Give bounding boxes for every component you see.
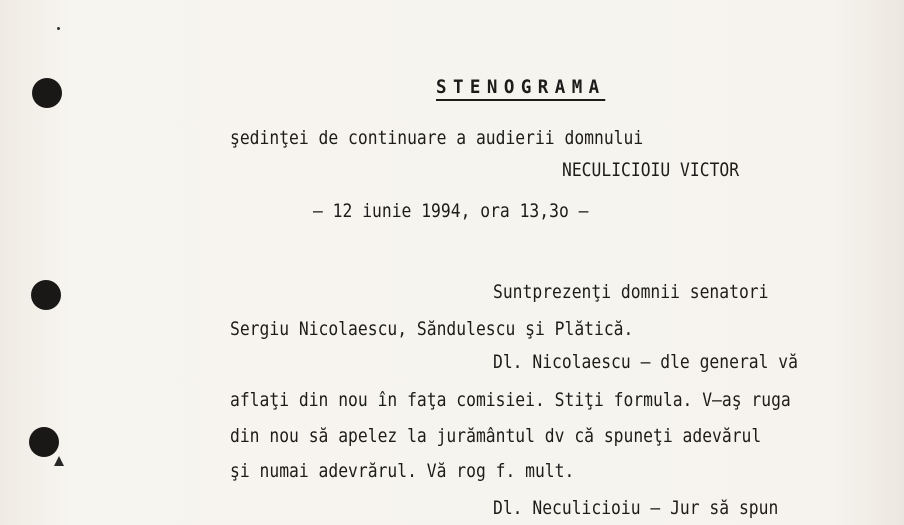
subtitle-line-1: şedinţei de continuare a audierii domnului	[230, 127, 644, 149]
paper-speck	[57, 27, 60, 30]
body-line-6: şi numai adevrărul. Vă rog f. mult.	[230, 460, 575, 482]
subtitle-line-2: NECULICIOIU VICTOR	[562, 159, 740, 181]
document-title: STENOGRAMA	[436, 76, 606, 101]
body-line-1: Suntprezenţi domnii senatori	[493, 281, 769, 303]
punch-hole-bottom	[29, 427, 59, 457]
punch-hole-middle	[31, 280, 61, 310]
punch-hole-top	[32, 78, 62, 108]
body-line-4: aflaţi din nou în faţa comisiei. Stiţi formula. V–aş ruga	[230, 389, 791, 411]
body-line-3: Dl. Nicolaescu – dle general vă	[493, 351, 798, 373]
paper-mark	[54, 456, 64, 466]
body-line-2: Sergiu Nicolaescu, Săndulescu şi Plătică.	[230, 318, 634, 340]
date-line: – 12 iunie 1994, ora 13,3o –	[313, 200, 589, 222]
body-line-5: din nou să apelez la jurământul dv că spuneţi adevărul	[230, 425, 762, 447]
body-line-7: Dl. Neculicioiu – Jur să spun	[493, 497, 779, 519]
